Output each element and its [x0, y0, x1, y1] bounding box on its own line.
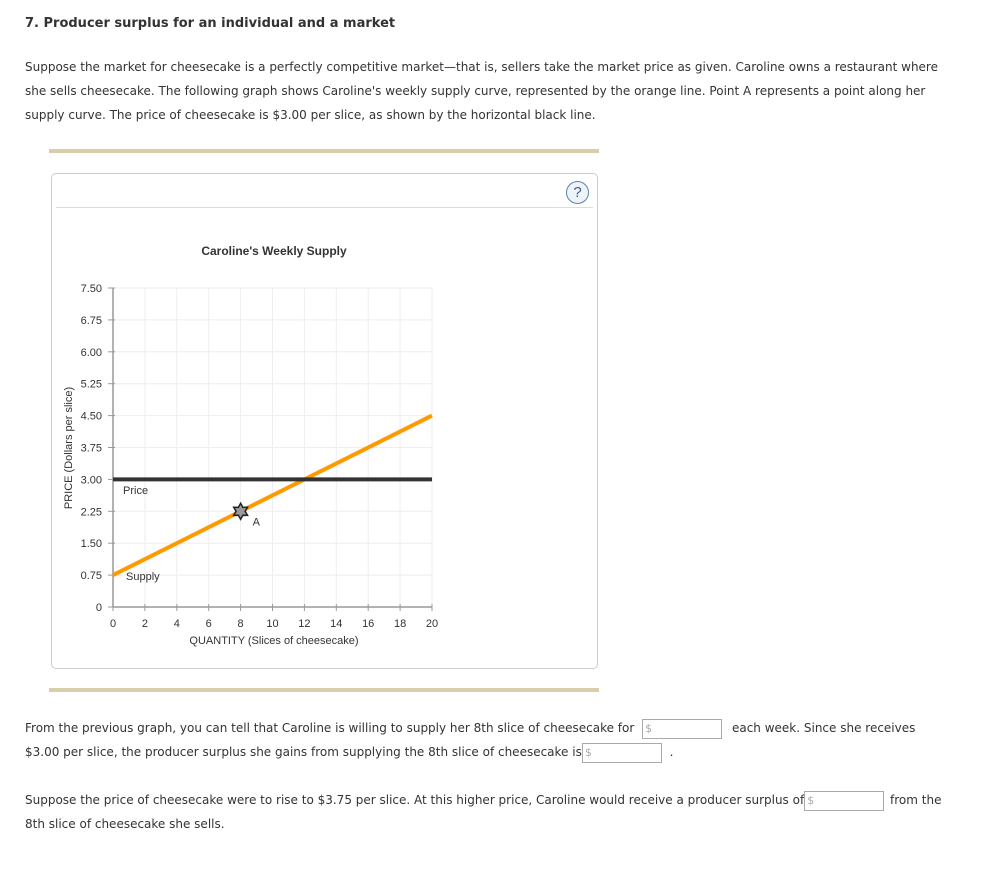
supply-line-label: Supply — [126, 571, 160, 583]
x-tick-label: 18 — [393, 618, 407, 630]
y-tick-label: 5.25 — [80, 378, 102, 391]
question-title: 7. Producer surplus for an individual and a market — [25, 16, 396, 31]
x-axis-label: QUANTITY (Slices of cheesecake) — [189, 635, 359, 647]
bottom-divider — [49, 688, 599, 692]
producer-surplus-input[interactable]: $ — [582, 743, 662, 763]
price-line-label: Price — [123, 485, 149, 497]
q2-text-2: from the — [890, 793, 942, 807]
y-tick-label: 3.75 — [80, 442, 102, 455]
y-tick-label: 2.25 — [80, 506, 102, 519]
q2-text-1: Suppose the price of cheesecake were to rise to $3.75 per slice. At this higher price, Caroline would receive a producer surplus of — [25, 793, 805, 807]
q2-text-3: 8th slice of cheesecake she sells. — [25, 817, 225, 831]
q1-text-4: . — [669, 745, 674, 759]
x-tick-label: 8 — [237, 618, 244, 630]
y-axis-label: PRICE (Dollars per slice) — [63, 386, 75, 510]
question-1 — [25, 716, 915, 764]
y-tick-label: 1.50 — [80, 538, 102, 551]
willing-price-input[interactable]: $ — [642, 719, 722, 739]
question-intro: Suppose the market for cheesecake is a perfectly competitive market—that is, sellers take the market price as given. Caroline owns a restaurant where she sells cheesecake. The following graph shows Caroline's weekly supply curve, represented by the orange line. Point A represents a point along her supply curve. The price of cheesecake is $3.00 per slice, as shown by the horizontal black line. — [25, 60, 938, 122]
y-tick-label: 6.00 — [80, 346, 102, 359]
x-tick-label: 0 — [109, 618, 117, 630]
x-tick-label: 14 — [330, 618, 343, 630]
y-tick-label: 6.75 — [80, 314, 102, 327]
x-tick-label: 4 — [173, 618, 180, 630]
x-tick-label: 12 — [298, 618, 311, 630]
q1-text-3: $3.00 per slice, the producer surplus she gains from supplying the 8th slice of cheesecake is — [25, 745, 582, 759]
help-icon[interactable]: ? — [566, 181, 589, 204]
question-2 — [25, 788, 941, 836]
y-tick-label: 0.75 — [80, 570, 102, 583]
x-tick-label: 16 — [362, 618, 375, 630]
y-tick-label: 3.00 — [80, 474, 102, 487]
x-tick-label: 2 — [141, 618, 148, 630]
q1-text-1: From the previous graph, you can tell that Caroline is willing to supply her 8th slice of cheesecake for — [25, 721, 635, 735]
new-surplus-input[interactable]: $ — [804, 791, 884, 811]
point-a-label: A — [252, 516, 260, 529]
q1-text-2: each week. Since she receives — [731, 721, 916, 735]
point-a-star-icon[interactable] — [234, 503, 248, 519]
y-tick-label: 4.50 — [80, 410, 102, 423]
x-tick-label: 10 — [266, 618, 279, 630]
chart-title: Caroline's Weekly Supply — [201, 244, 347, 258]
y-tick-label: 7.50 — [80, 283, 102, 295]
y-tick-label: 0 — [95, 602, 102, 614]
x-tick-label: 6 — [205, 618, 212, 630]
x-tick-label: 20 — [425, 618, 439, 630]
